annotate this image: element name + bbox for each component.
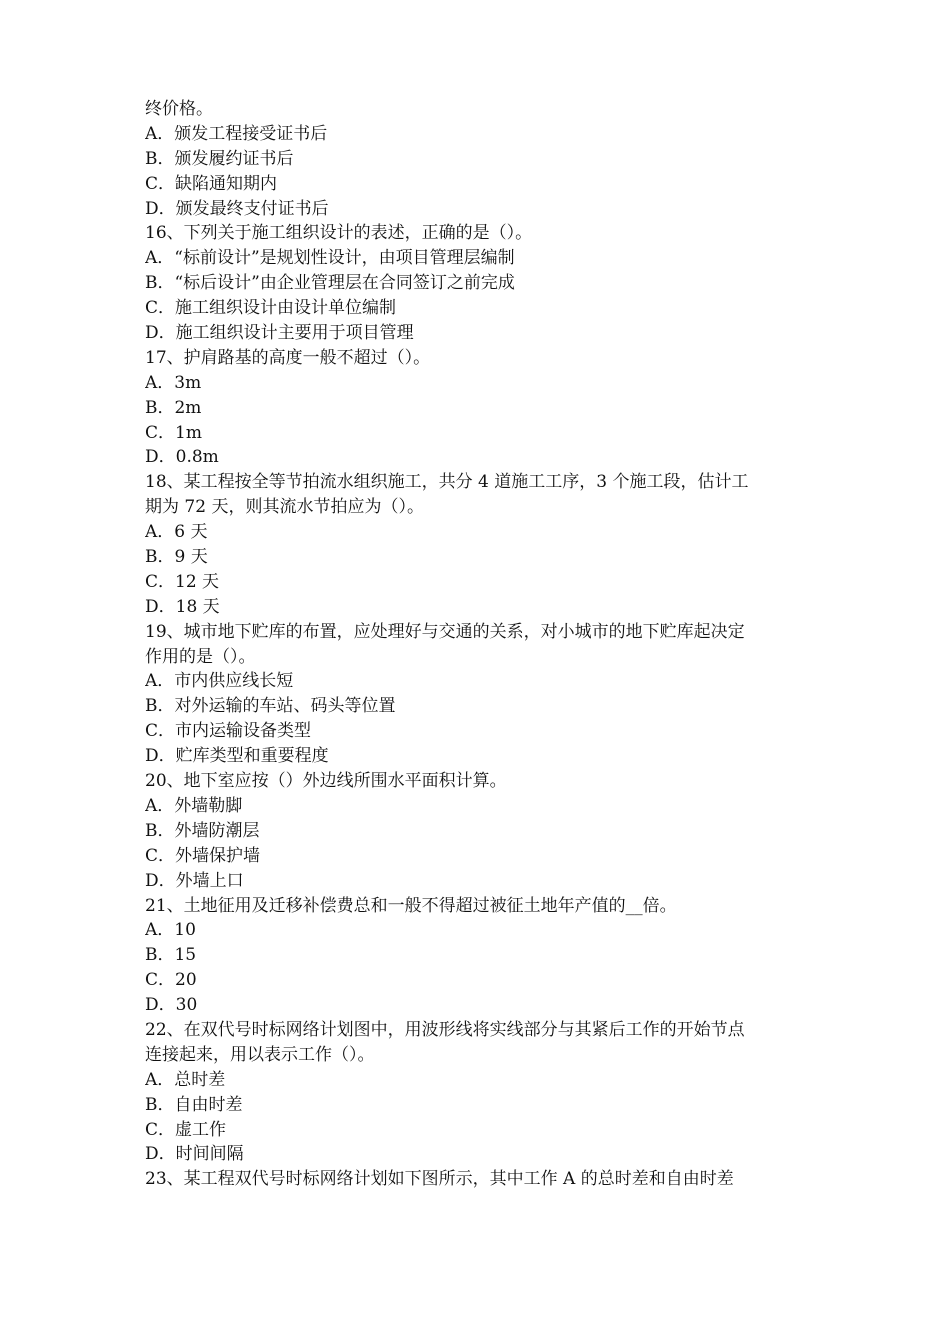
option-c: C．12 天 (145, 571, 220, 592)
option-d: D．0.8m (145, 447, 219, 468)
question-16: 16、下列关于施工组织设计的表述，正确的是（）。 (145, 223, 533, 244)
question-22: 22、在双代号时标网络计划图中，用波形线将实线部分与其紧后工作的开始节点 (145, 1019, 745, 1040)
option-c: C．缺陷通知期内 (145, 173, 278, 194)
option-b: B．2m (145, 397, 202, 418)
option-b: B．颁发履约证书后 (145, 148, 294, 169)
option-d: D．18 天 (145, 596, 220, 617)
option-a: A．颁发工程接受证书后 (145, 123, 328, 144)
option-a: A．6 天 (145, 522, 208, 543)
option-b: B．9 天 (145, 547, 208, 568)
option-a: A．10 (145, 920, 196, 941)
option-a: A．外墙勒脚 (145, 795, 243, 816)
option-c: C．市内运输设备类型 (145, 721, 312, 742)
option-c: C．1m (145, 422, 202, 443)
question-18: 18、某工程按全等节拍流水组织施工，共分 4 道施工工序，3 个施工段，估计工 (145, 472, 749, 493)
option-d: D．贮库类型和重要程度 (145, 746, 329, 767)
option-b: B．外墙防潮层 (145, 820, 260, 841)
option-d: D．外墙上口 (145, 870, 244, 891)
question-17: 17、护肩路基的高度一般不超过（）。 (145, 347, 431, 368)
option-a: A．市内供应线长短 (145, 671, 294, 692)
option-b: B．“标后设计”由企业管理层在合同签订之前完成 (145, 273, 515, 294)
option-c: C．施工组织设计由设计单位编制 (145, 298, 397, 319)
option-d: D．30 (145, 995, 198, 1016)
question-18-continued: 期为 72 天，则其流水节拍应为（）。 (145, 497, 424, 518)
option-c: C．20 (145, 970, 197, 991)
option-b: B．15 (145, 945, 197, 966)
question-20: 20、地下室应按（）外边线所围水平面积计算。 (145, 771, 507, 792)
question-21: 21、土地征用及迁移补偿费总和一般不得超过被征土地年产值的__倍。 (145, 895, 677, 916)
question-22-continued: 连接起来，用以表示工作（）。 (145, 1044, 375, 1065)
question-19: 19、城市地下贮库的布置，应处理好与交通的关系，对小城市的地下贮库起决定 (145, 621, 745, 642)
option-a: A．“标前设计”是规划性设计，由项目管理层编制 (145, 248, 515, 269)
option-a: A．3m (145, 372, 202, 393)
option-c: C．外墙保护墙 (145, 845, 261, 866)
text-line: 终价格。 (145, 99, 213, 119)
option-b: B．自由时差 (145, 1094, 243, 1115)
question-23: 23、某工程双代号时标网络计划如下图所示，其中工作 A 的总时差和自由时差 (145, 1169, 734, 1190)
option-b: B．对外运输的车站、码头等位置 (145, 696, 396, 717)
option-c: C．虚工作 (145, 1119, 227, 1140)
option-d: D．时间间隔 (145, 1144, 244, 1165)
option-d: D．颁发最终支付证书后 (145, 198, 329, 219)
option-d: D．施工组织设计主要用于项目管理 (145, 323, 414, 344)
document-body (145, 97, 810, 1192)
option-a: A．总时差 (145, 1069, 226, 1090)
question-19-continued: 作用的是（）。 (145, 646, 256, 667)
